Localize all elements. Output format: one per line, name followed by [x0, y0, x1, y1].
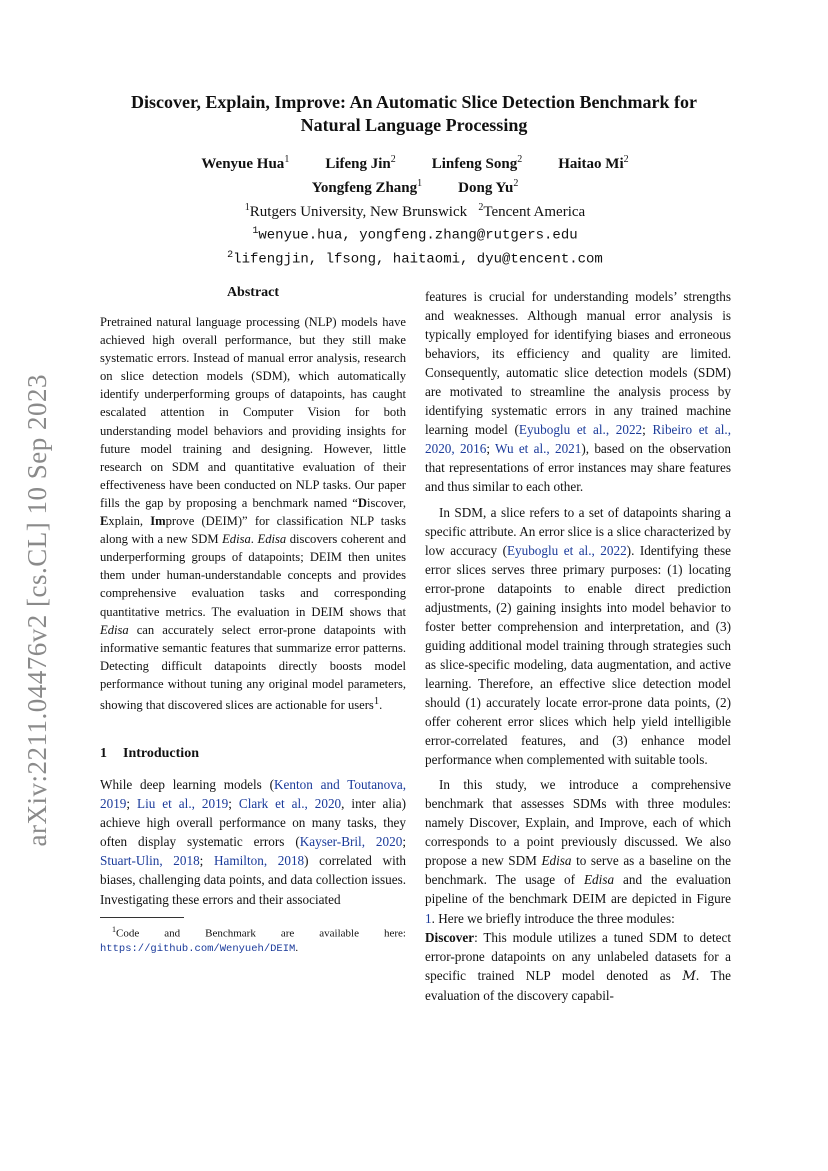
institution-line: $^1$Rutgers University, New Brunswick $^2$Tencent America [244, 202, 586, 220]
citation-link[interactable]: Eyuboglu et al., 2022 [518, 422, 643, 438]
footnote-marker[interactable]: 1 [373, 695, 380, 707]
body-paragraph: In this study, we introduce a comprehensive benchmark that assesses SDMs with three modules: namely Discover, Explain, and Improve, each of which corresponds to a point previously discussed. We also propose a new SDM Edisa to serve as a baseline on the benchmark. The usage of Edisa and the evaluation pipeline of the benchmark DEIM are depicted in Figure 1. Here we briefly introduce the three modules: [425, 777, 732, 926]
footnote: $^1$Code and Benchmark are available here: https://github.com/Wenyueh/DEIM. [100, 924, 406, 956]
citation-link[interactable]: Liu et al., 2019 [137, 796, 229, 812]
body-paragraph: Discover: This module utilizes a tuned SDM to detect error-prone datapoints on any unlabeled datasets for a specific trained NLP model denoted as M. The evaluation of the discovery capabil- [425, 929, 731, 1003]
citation-link[interactable]: Stuart-Ulin, 2018 [100, 853, 200, 869]
intro-paragraph: While deep learning models (Kenton and Toutanova, 2019; Liu et al., 2019; Clark et al., 2020, inter alia) achieve high overall performance on many tasks, they often display systematic errors (Kayser-Bril, 2020; Stuart-Ulin, 2018; Hamilton, 2018) correlated with biases, challenging data points, and data collection issues. Investigating these errors and their associated [100, 777, 406, 907]
citation-link[interactable]: Wu et al., 2021 [495, 441, 582, 457]
author: Wenyue Hua$^1$ [201, 154, 290, 172]
email-line-1: $^1$wenyue.hua, yongfeng.zhang@rutgers.edu [252, 226, 578, 244]
body-paragraph: features is crucial for understanding models’ strengths and weaknesses. Although manual error analysis is typically employed for identifying biases and erroneous behaviors, its efficiency and quality are limited. Consequently, automatic slice detection models (SDM) are motivated to streamline the analysis process by identifying systematic errors in any trained machine learning model (Eyuboglu et al., 2022; Ribeiro et al., 2020, 2016; Wu et al., 2021), based on the observation that representations of error instances may share features and thus similar to each other. [425, 289, 732, 495]
author-row-1 [130, 150, 700, 174]
author: Lifeng Jin$^2$ [325, 154, 396, 172]
email-line-2: $^2$lifengjin, lfsong, haitaomi, dyu@tencent.com [227, 249, 603, 268]
github-link[interactable]: https://github.com/Wenyueh/DEIM [100, 943, 296, 956]
citation-link[interactable]: Ribeiro et al., 2020, 2016 [425, 422, 731, 457]
figure-link[interactable]: 1 [425, 910, 432, 926]
citation-link[interactable]: Kayser-Bril, 2020 [299, 834, 403, 850]
author-row-2 [130, 174, 700, 198]
affiliations [130, 198, 700, 269]
body-paragraph: In SDM, a slice refers to a set of datapoints sharing a specific attribute. An error slice is a slice characterized by low accuracy (Eyuboglu et al., 2022). Identifying these error slices serves three primary purposes: (1) locating error-prone datapoints to enable direct prediction adjustments, (2) gaining insights into model behavior to foster better comprehension and interpretation, and (3) guiding additional model training through strategies such as slice-specific modeling, data augmentation, and active learning. Therefore, an effective slice detection model should (1) accurately locate error-prone data points, (2) offer coherent error slices which help yield intelligible error-correlated features, and (3) enhance model performance when complemented with suitable tools. [425, 504, 731, 768]
citation-link[interactable]: Clark et al., 2020 [238, 796, 342, 812]
citation-link[interactable]: Eyuboglu et al., 2022 [506, 542, 627, 558]
footnote-divider [100, 917, 184, 918]
abstract-text: Pretrained natural language processing (NLP) models have achieved high overall performance, but they still make systematic errors. Instead of manual error analysis, research on slice detection models (SDM), which automatically identify underperforming groups of datapoints, has caught escalated attention in Computer Vision for both understanding model behaviors and providing insights for future model training and designing. However, little research on SDM and quantitative evaluation of their effectiveness have been conducted on NLP tasks. Our paper fills the gap by proposing a benchmark named “Discover, Explain, Improve (DEIM)” for classification NLP tasks along with a new SDM Edisa. Edisa discovers coherent and underperforming groups of datapoints; DEIM then unites them under human-understandable concepts and provides comprehensive evaluation tasks and corresponding quantitative metrics. The evaluation in DEIM shows that Edisa can accurately select error-prone datapoints with informative semantic features that summarize error patterns. Detecting difficult datapoints directly boosts model performance without tuning any original model parameters, showing that discovered slices are actionable for users$^1$. [100, 315, 406, 713]
arxiv-sidebar [14, 365, 60, 855]
abstract-heading: Abstract [226, 285, 280, 300]
arxiv-id: arXiv:2211.04476v2 [cs.CL] 10 Sep 2023 [21, 373, 52, 847]
citation-link[interactable]: Kenton and Toutanova, 2019 [100, 777, 406, 812]
citation-link[interactable]: Hamilton, 2018 [214, 853, 305, 869]
author: Linfeng Song$^2$ [431, 154, 523, 172]
author: Yongfeng Zhang$^1$ [311, 178, 423, 196]
author: Dong Yu$^2$ [458, 178, 519, 196]
author: Haitao Mi$^2$ [558, 154, 629, 172]
section-heading-introduction: 1 Introduction [100, 746, 199, 762]
paper-title: Discover, Explain, Improve: An Automatic Slice Detection Benchmark for Natural Language Processing [131, 92, 697, 135]
author-list [130, 150, 700, 198]
left-column [100, 283, 406, 957]
right-column [425, 287, 731, 1005]
